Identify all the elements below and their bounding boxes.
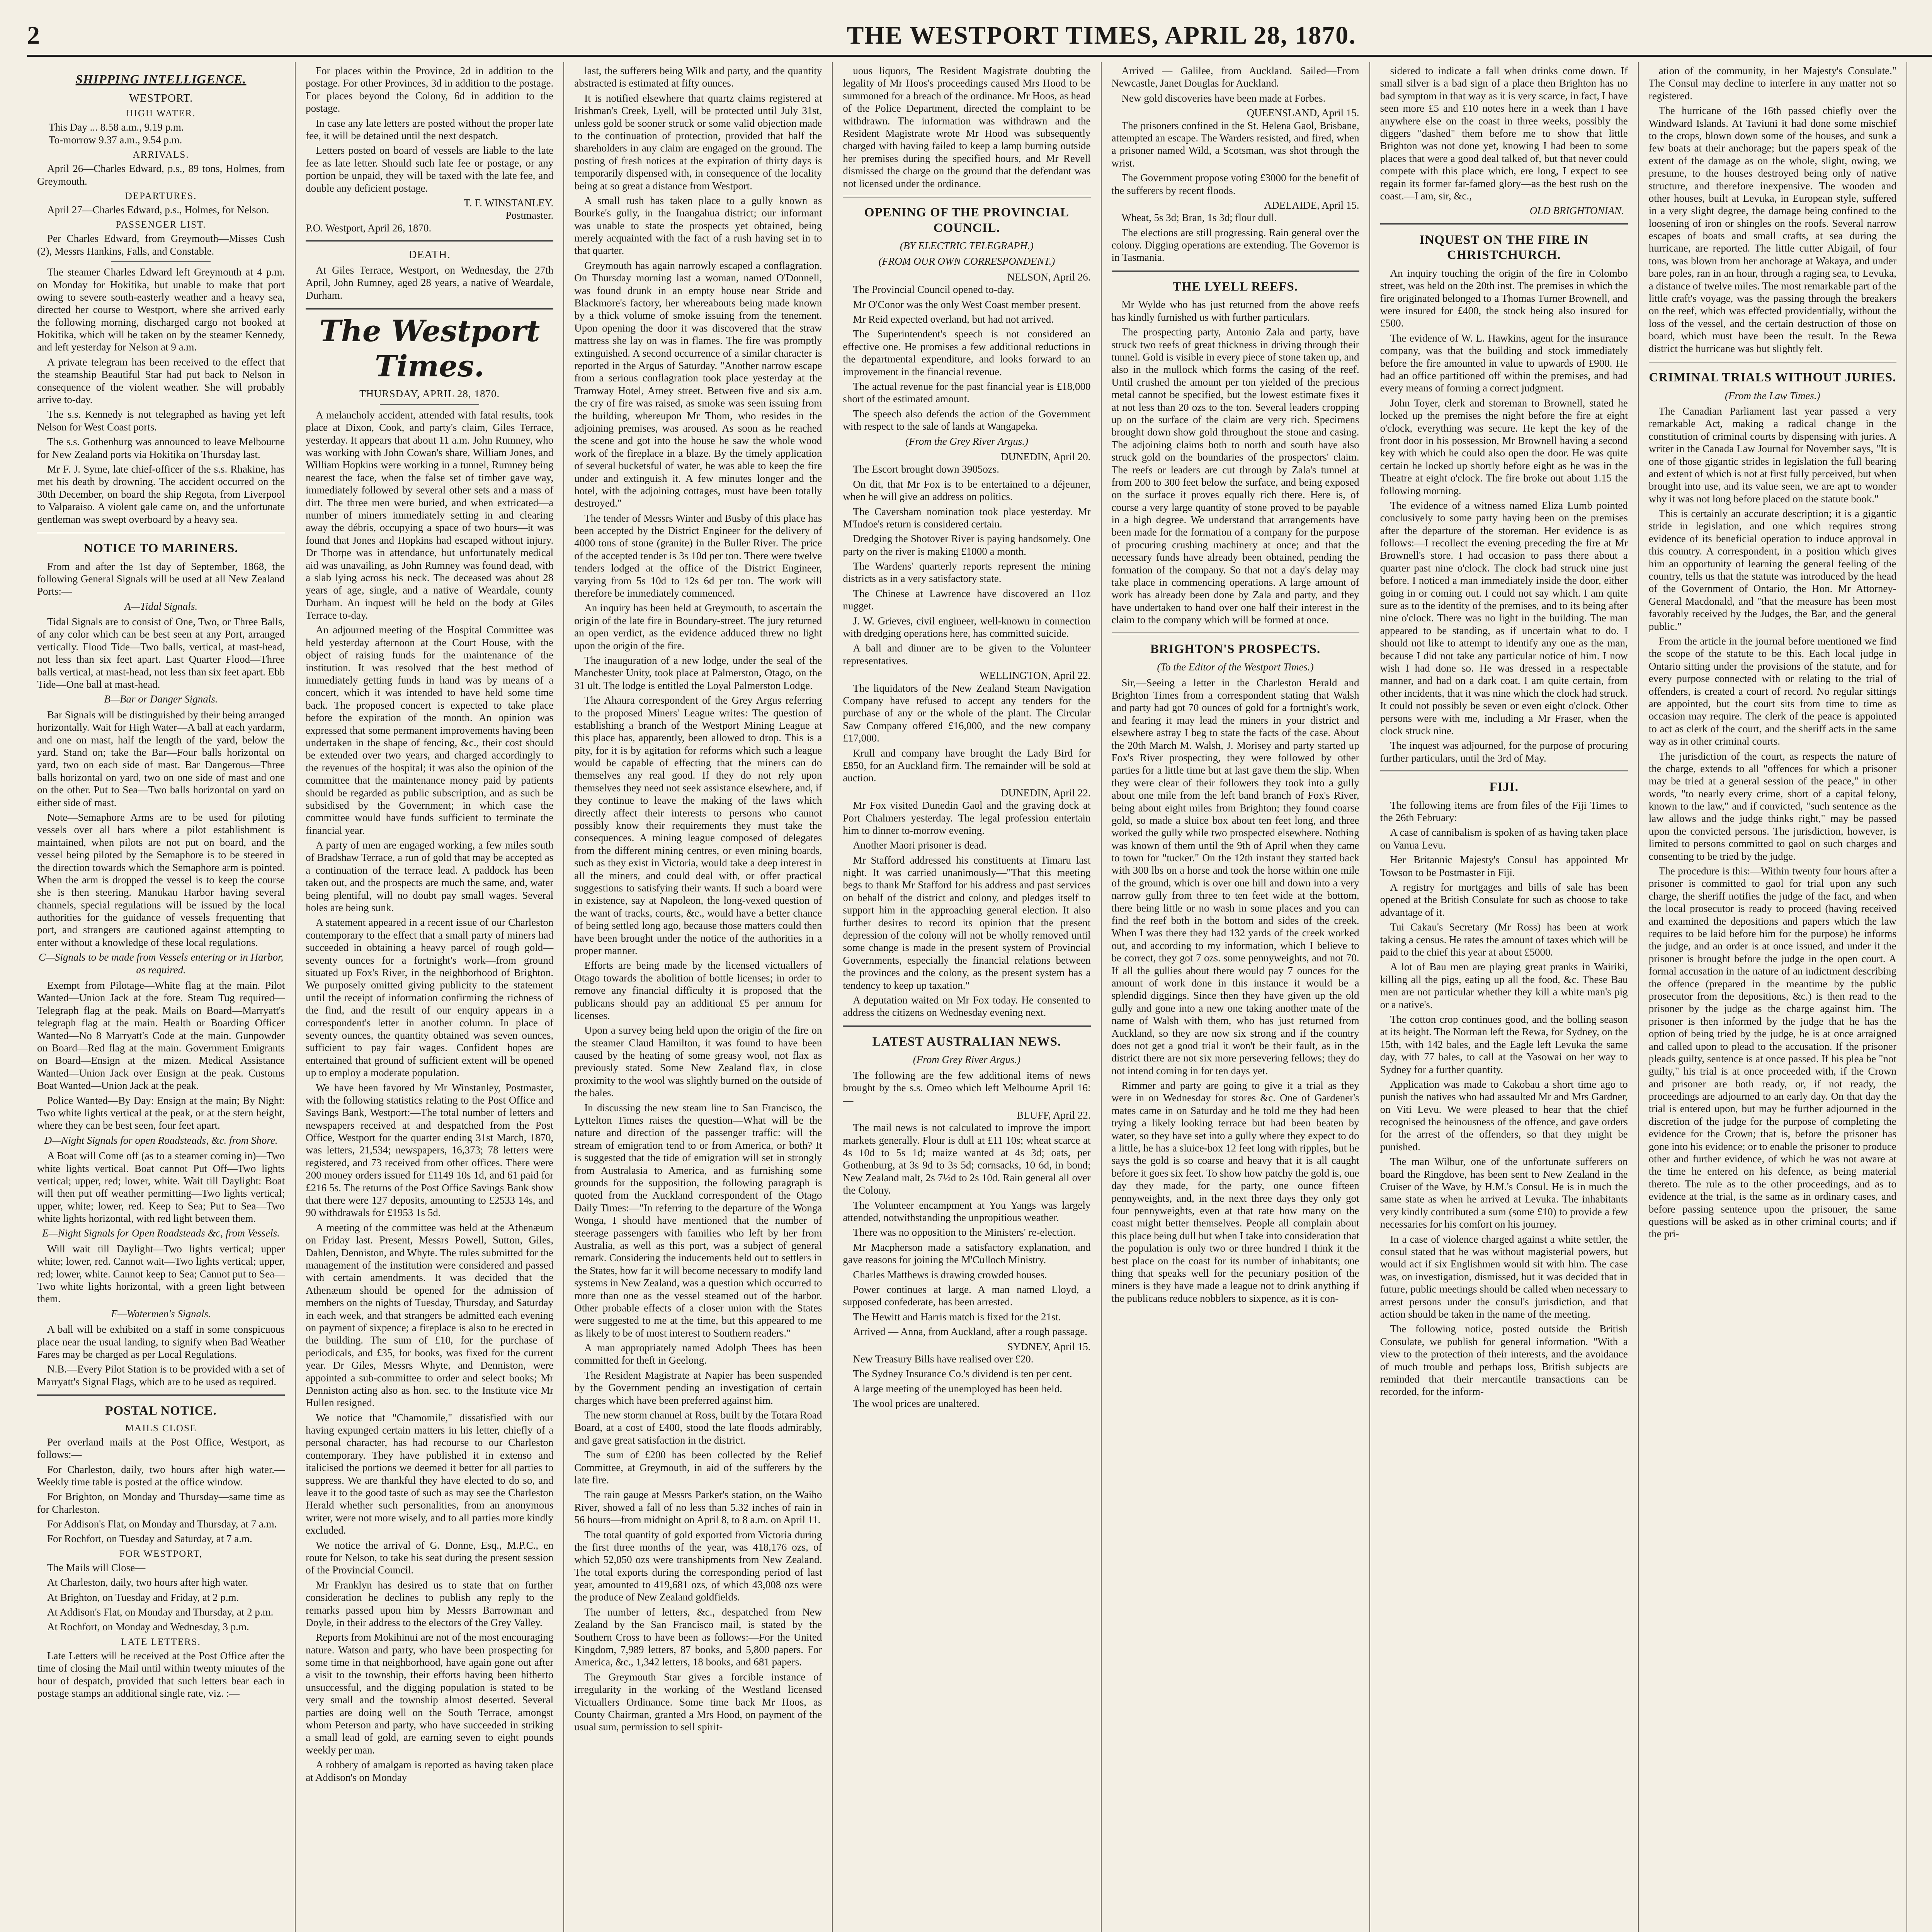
news-paragraph: The elections are still progressing. Rain general over the colony. Digging operations are extending. The Governor is in Tasmania. xyxy=(1111,226,1359,264)
australian-news-heading: LATEST AUSTRALIAN NEWS. xyxy=(872,1034,1061,1049)
vessel-signals-text: Police Wanted—By Day: Ensign at the main; By Night: Two white lights vertical at the peak, or at the stern height, where they can be best seen, four feet apart. xyxy=(37,1094,285,1131)
news-paragraph: An inquiry touching the origin of the fire in Colombo street, was held on the 20th inst. The premises in which the fire originated belonged to a Thomas Turner Brownell, and were insured for £400, the stock being also insured for £500. xyxy=(1380,267,1628,329)
inquest-heading: INQUEST ON THE FIRE IN CHRISTCHURCH. xyxy=(1419,233,1588,262)
vessel-signals-text: Exempt from Pilotage—White flag at the main. Pilot Wanted—Union Jack at the fore. Steam Tug required—Telegraph flag at the peak. Mails on Board—Marryatt's telegraph flag at the main. Health or Boarding Officer Wanted—No 8 Marryatt's Code at the main. Gunpowder on Board—Red flag at the main. Government Emigrants on Board—Ensign at the mizen. Medical Assistance Wanted—Union Jack over Ensign at the peak. Customs Boat Wanted—Union Jack at the peak. xyxy=(37,980,285,1092)
news-paragraph: The Caversham nomination took place yesterday. Mr M'Indoe's return is considered certain. xyxy=(843,505,1091,530)
fiji-heading: FIJI. xyxy=(1489,780,1519,794)
news-paragraph: The following notice, posted outside the British Consulate, we publish for general information. "With a view to the protection of their interests, and the avoidance of much trouble and perhaps loss, British subjects are reminded that their mercantile transactions can be recorded, for the inform- xyxy=(1380,1323,1628,1398)
postal-entry: For Charleston, daily, two hours after high water.—Weekly time table is posted at the office window. xyxy=(37,1463,285,1488)
news-paragraph: From the article in the journal before mentioned we find the scope of the statute to be this. Each local judge in Ontario sitting under the provisions of the statute, and for every purpose connected with or relating to the trial of offenders, is created a court of record. No regular sittings are appointed, but the court sits from time to time as occasion may require. The clerk of the peace is appointed to act as clerk of the court, and the sheriff acts in the same way as in other criminal courts. xyxy=(1648,635,1896,747)
news-paragraph: Tui Cakau's Secretary (Mr Ross) has been at work taking a census. He rates the amount of taxes which will be paid to the chief this year at about £5000. xyxy=(1380,921,1628,958)
watermen-signals-text: A ball will be exhibited on a staff in some conspicuous place near the usual landing, to signify when Bad Weather Fares may be charged as per Local Regulations. xyxy=(37,1323,285,1360)
news-paragraph: A deputation waited on Mr Fox today. He consented to address the citizens on Wednesday evening next. xyxy=(843,994,1091,1019)
shipping-paragraph: The s.s. Kennedy is not telegraphed as having yet left Nelson for West Coast ports. xyxy=(37,408,285,433)
vessel-signals-heading: C—Signals to be made from Vessels entering or in Harbor, as required. xyxy=(38,951,284,976)
news-paragraph: Upon a survey being held upon the origin of the fire on the steamer Claud Hamilton, it was found to have been caused by the heating of some greasy wool, not flax as previously stated. Some New Zealand flax, in close proximity to the wool was slightly burned on the outside of the bales. xyxy=(574,1024,822,1099)
news-paragraph: It is notified elsewhere that quartz claims registered at Irishman's Creek, Lyell, will be protected until July 31st, unless gold be sooner struck or some valid objection made to the continuation of protection, provided that half the shareholders in any claim are engaged on the ground. The posting of fresh notices at the expiration of thirty days is temporarily dispensed with, in consequence of the locality being at so great a distance from Westport. xyxy=(574,92,822,192)
arrival-entry: April 26—Charles Edward, p.s., 89 tons, Holmes, from Greymouth. xyxy=(37,163,285,187)
news-paragraph: Mr Macpherson made a satisfactory explanation, and gave reasons for joining the M'Culloch Ministry. xyxy=(843,1241,1091,1266)
postmaster-name: T. F. WINSTANLEY. xyxy=(464,197,554,209)
dateline: WELLINGTON, April 22. xyxy=(980,670,1091,682)
news-paragraph: A statement appeared in a recent issue of our Charleston contemporary to the effect that a small party of miners had succeeded in obtaining a heavy parcel of rough gold—seventy ounces for a fortnight's work—from ground situated up Fox's River, in the neighborhood of Brighton. We purposely omitted giving publicity to the statement until the receipt of information confirming the richness of the find, and the result of our enquiry appears in a correspondent's letter in another column. In place of seventy ounces, the quantity obtained was seven ounces, sufficient to pay fair wages. Confident hopes are entertained that ground of sufficient extent will be opened up to employ a moderate population. xyxy=(306,917,554,1079)
columns xyxy=(27,62,1932,1932)
column-6 xyxy=(1370,62,1639,1932)
news-paragraph: The evidence of a witness named Eliza Lumb pointed conclusively to some party having been on the premises after the departure of the storeman. Her evidence is as follows:—I recollect the evening preceding the fire at Mr Brownell's store. I had occasion to pass there about a quarter past nine o'clock. The clock had struck nine just before. I noticed a man immediately inside the door, either going in or coming out. I could not say which. I am quite sure as to the identity of the premises, and to its being after nine o'clock. There was no light in the building. The man appeared to be standing, as if uncertain what to do. I should not like to attempt to identify any one as the man, because I did not take any particular notice of him. I now wish I had done so. He was dressed in a respectable manner, and had on a dark coat. I am quite certain, from other incidents, that it was nine which the clock had struck. It could not possibly be seven or even eight o'clock. Other persons were with me, including a Mr Fraser, when the clock struck nine. xyxy=(1380,499,1628,736)
news-paragraph: A party of men are engaged working, a few miles south of Bradshaw Terrace, a run of gold that may be accepted as a continuation of the terrace lead. A paddock has been taken out, and the prospects are much the same, and, water being plentiful, will no doubt pay small wages. Several holes are being sunk. xyxy=(306,839,554,914)
news-paragraph: The prospecting party, Antonio Zala and party, have struck two reefs of great thickness in driving through their tunnel. Gold is visible in every piece of stone taken up, and also in the mullock which forms the casing of the reef. Until crushed the amount per ton yielded of the precious metal cannot be specified, but the lowest estimate fixes it at not less than 20 ozs to the ton. Several leaders cropping up on the surface of the claim are very rich. Specimens brought down show gold throughout the stone and casing. The adjoining claims both to north and south have also struck gold on the boundaries of the prospectors' claim. The reefs or leaders are cut through by Zala's tunnel at from 200 to 300 feet below the surface, and being exposed on the surface it proves equally rich there. Here is, of course a very large quantity of stone proved to be payable in a high degree. We understand that arrangements have been made for the formation of a company for the purpose of procuring crushing machinery at once; and that the necessary funds have already been obtained, pending the formation of the company. So that not a day's delay may take place in commencing operations. A large amount of work has already been done by Zala and party, and they have undertaken to hand over one half their interest in the claim to the company which will be formed at once. xyxy=(1111,326,1359,626)
edition-date: THURSDAY, APRIL 28, 1870. xyxy=(359,388,500,400)
shipping-paragraph: The steamer Charles Edward left Greymouth at 4 p.m. on Monday for Hokitika, but unable to make that port owing to severe south-easterly weather and a heavy sea, directed her course to Westport, where she arrived early the following morning, discharged cargo not booked at Hokitika, which will be taken on by the steamer Kennedy, and left yesterday for Nelson at 9 a.m. xyxy=(37,266,285,353)
postal-date: P.O. Westport, April 26, 1870. xyxy=(306,222,432,234)
dateline: DUNEDIN, April 22. xyxy=(1001,787,1091,799)
news-paragraph: Efforts are being made by the licensed victuallers of Otago towards the abolition of bottle licenses; in order to remove any financial difficulty it is proposed that the publicans should pay an additional £5 per annum for licenses. xyxy=(574,959,822,1021)
news-paragraph: The Ahaura correspondent of the Grey Argus referring to the proposed Miners' League writes: The question of establishing a branch of the Westport Mining League at this place has, apparently, been allowed to drop. This is a pity, for it is by agitation for reforms which such a league would be capable of effecting that the miners can do themselves any real good. If they do not rely upon themselves they need not seek assistance elsewhere, and, if they continue to leave the making of the laws which directly affect their interests to persons who cannot possibly know their requirements they must take the consequences. A mining league composed of delegates from the different mining centres, or even mining boards, such as they exist in Victoria, would take a deep interest in all the miners, and could deal with, or offer practical suggestions to satisfying their wants. If such a board were in existence, say at Napoleon, the long-vexed question of the want of tracks, courts, &c., would have a better chance of being settled long ago, because those matters could then have been brought under the notice of the authorities in a proper manner. xyxy=(574,694,822,956)
correspondent-subheading: (FROM OUR OWN CORRESPONDENT.) xyxy=(878,255,1055,267)
news-paragraph: Power continues at large. A man named Lloyd, a supposed confederate, has been arrested. xyxy=(843,1283,1091,1308)
news-paragraph: Application was made to Cakobau a short time ago to punish the natives who had assaulted Mr and Mrs Gardner, on Viti Levu. We were pleased to hear that the chief recognised the heinousness of the offence, and gave orders for the arrest of the offenders, so that they might be punished. xyxy=(1380,1078,1628,1153)
news-paragraph: Mr Wylde who has just returned from the above reefs has kindly furnished us with further particulars. xyxy=(1111,299,1359,323)
news-paragraph: Arrived — Anna, from Auckland, after a rough passage. xyxy=(853,1326,1087,1338)
masthead xyxy=(27,15,1932,57)
news-paragraph: The Sydney Insurance Co.'s dividend is ten per cent. xyxy=(853,1368,1072,1380)
criminal-trials-heading: CRIMINAL TRIALS WITHOUT JURIES. xyxy=(1649,370,1896,384)
mails-close-heading: MAILS CLOSE xyxy=(125,1423,197,1434)
postal-entry: For Rochfort, on Tuesday and Saturday, at 7 a.m. xyxy=(47,1533,252,1545)
news-paragraph: The Escort brought down 3905ozs. xyxy=(853,463,1000,475)
postal-intro: Per overland mails at the Post Office, Westport, as follows:— xyxy=(37,1436,285,1461)
postal-entry: At Brighton, on Tuesday and Friday, at 2 p.m. xyxy=(47,1591,239,1603)
news-paragraph: A meeting of the committee was held at the Athenæum on Friday last. Present, Messrs Powell, Sutton, Giles, Dahlen, Denniston, and Whyte. The rules submitted for the management of the institution were considered and passed with certain amendments. It was decided that the Athenæum should be opened for the admission of members on the nights of Tuesday, Thursday, and Saturday in each week, and that strangers be admitted each evening on payment of sixpence; a fireplace is also to be erected in the building. The sum of £10, for the purchase of periodicals, and £35, for books, was fixed for the current year. Dr Giles, Messrs Whyte, and Denniston, were appointed a sub-committee to order and select books; Mr Denniston acting also as hon. sec. to the Institute vice Mr Hullen resigned. xyxy=(306,1221,554,1409)
news-paragraph: Greymouth has again narrowly escaped a conflagration. On Thursday morning last a woman, named O'Donnell, was found drunk in an empty house near Stride and Blackmore's factory, her whereabouts being made known by a thick volume of smoke issuing from the tenement. Upon opening the door it was discovered that the straw mattress she lay on was in flames. The fire was promptly extinguished. A second occurrence of a similar character is reported in the Argus of Saturday. "Another narrow escape from a serious conflagration took place yesterday at the Tramway Hotel, Arney street. Between five and six a.m. the cry of fire was raised, as smoke was seen issuing from the building, whereupon Mr Thom, who resides in the adjoining premises, was aroused. As soon as he reached the scene and got into the house he saw the whole wood work of the fireplace in a blaze. By the timely application of several bucketsful of water, he was able to keep the fire under and extinguish it. A few minutes longer and the hotel, with the adjoining cottages, must have been totally destroyed." xyxy=(574,259,822,509)
watermen-signals-note: N.B.—Every Pilot Station is to be provided with a set of Marryatt's Signal Flags, which are to be used as required. xyxy=(37,1363,285,1388)
news-paragraph: Wheat, 5s 3d; Bran, 1s 3d; flour dull. xyxy=(1121,212,1277,224)
news-paragraph: The Hewitt and Harris match is fixed for the 21st. xyxy=(853,1311,1061,1323)
news-paragraph: A case of cannibalism is spoken of as having taken place on Vanua Levu. xyxy=(1380,827,1628,851)
news-paragraph: On dit, that Mr Fox is to be entertained to a déjeuner, when he will give an address on politics. xyxy=(843,478,1091,503)
letter-paragraph: Rimmer and party are going to give it a trial as they were in on Wednesday for stores &c. One of Gardener's mates came in on Saturday and he told me they had been trying a likely looking terrace but had been beaten by water, so they have set into a gully where they expect to do a little, he has a sluice-box 12 feet long with ripples, but he says the gold is so coarse and heavy that it is all caught before it goes six feet. To show how patchy the gold is, one day they made, for the party, one ounce fifteen pennyweights, and, in the next three days they only got four pennyweights, even at that rate how many on the coast might better themselves. People all complain about this place being dull but when I take into consideration that the population is only two or three hundred I think it the best place on the coast for its number of inhabitants; one thing that speaks well for the pecuniary position of the miners is they have made a league not to drink anything if the publicans reduce nobblers to sixpence, as it is con- xyxy=(1111,1080,1359,1304)
news-paragraph: A registry for mortgages and bills of sale has been opened at the British Consulate for such as choose to take advantage of it. xyxy=(1380,881,1628,918)
dateline: BLUFF, April 22. xyxy=(1017,1109,1091,1121)
letter-paragraph: Sir,—Seeing a letter in the Charleston Herald and Brighton Times from a correspondent stating that Walsh and party had got 70 ounces of gold for a fortnight's work, and fearing it may lead the miners in your district and elsewhere astray I beg to state the facts of the case. About the 20th March M. Walsh, J. Morisey and party started up Fox's River prospecting, they were followed by other parties for a little time but at last gave them the slip. When they were clear of their followers they took into a gully about one mile from the left band branch of Fox's River, being about eight miles from Brighton; they found coarse gold, so made a sluice box about ten feet long, and three worked the gully while two prospected elsewhere. Nothing was known of them until the 9th of April when they came to town for "tucker." On the 12th instant they started back with 300 lbs on a horse and took the horse within one mile of the ground, which is over one hill and down into a very narrow gully from three to ten feet wide at the bottom, there being little or no wash in some places and you can find the reef both in the bottom and sides of the creek. When I was there they had 132 yards of the creek worked out, and according to my information, which I believe to be correct, they got 7 ozs. some pennyweights, and not 70. If all the gullies about there would pay 7 ounces for the amount of work done in this instance it would be a splendid diggings. Since then they have given up the old gully and gone into a new one taking another mate of the name of Walsh with them, who has just returned from Auckland, so they are now six strong and if the country does not get a good trial it won't be their fault, as in the district there are not six more persevering fellows; they do not intend coming in for ten days yet. xyxy=(1111,677,1359,1077)
news-paragraph: A small rush has taken place to a gully known as Bourke's gully, in the Inangahua district; our informant was unable to state the prospects yet obtained, being merely acquainted with the fact of a rush having set in to that quarter. xyxy=(574,194,822,257)
bar-signals-heading: B—Bar or Danger Signals. xyxy=(104,693,218,705)
news-paragraph: last, the sufferers being Wilk and party, and the quantity abstracted is estimated at fifty ounces. xyxy=(574,65,822,89)
departure-entry: April 27—Charles Edward, p.s., Holmes, for Nelson. xyxy=(47,204,269,216)
news-paragraph: The mail news is not calculated to improve the import markets generally. Flour is dull at £11 10s; wheat scarce at 4s 10d to 5s 1d; maize wanted at 4s 3d; oats, per Gothenburg, at 3s 9d to 3s 5d; cornsacks, 10 6d, in bond; New Zealand malt, 2s 7½d to 2s 10d. Rain general all over the Colony. xyxy=(843,1122,1091,1196)
news-paragraph: The man Wilbur, one of the unfortunate sufferers on board the Ringdove, has been sent to New Zealand in the Cruiser of the Wave, by H.M.'s Consul. He is in much the same state as when he arrived at Levuka. The inhabitants very kindly contributed a sum (some £10) to provide a few necessaries for his comfort on his journey. xyxy=(1380,1156,1628,1230)
passenger-list-heading: PASSENGER LIST. xyxy=(116,219,206,230)
letter-subheading: (To the Editor of the Westport Times.) xyxy=(1157,661,1314,673)
news-paragraph: Dredging the Shotover River is paying handsomely. One party on the river is making £1000 a month. xyxy=(843,533,1091,557)
news-paragraph: We notice that "Chamomile," dissatisfied with our having expunged certain matters in his letter, chiefly of a personal character, has had recourse to our Charleston contemporary. They have published it in extenso and italicised the portions we deemed it better for all parties to suppress. We are thankful they have elected to do so, and leave it to the good taste of such as may see the Charleston Herald whether such personalities, from an anonymous writer, were not more wisely, and to all parties more kindly excluded. xyxy=(306,1412,554,1536)
late-letters-heading: LATE LETTERS. xyxy=(121,1636,201,1647)
news-paragraph: The prisoners confined in the St. Helena Gaol, Brisbane, attempted an escape. The Warders resisted, and fired, when a prisoner named Wild, a Scotsman, was shot through the wrist. xyxy=(1111,119,1359,169)
news-paragraph: uous liquors, The Resident Magistrate doubting the legality of Mr Hoos's proceedings caused Mrs Hood to be summoned for a breach of the ordinance. Mr Hoos, as head of the Police Department, directed the complaint to be withdrawn. The information was withdrawn and the Resident Magistrate wrote Mr Hood was subsequently charged with having failed to keep a lamp burning outside her premises during the specified hours, and Mr Revell dismissed the charge on the ground that the defendant was not licensed under the ordinance. xyxy=(843,65,1091,189)
postal-entry: At Rochfort, on Monday and Wednesday, 3 p.m. xyxy=(47,1621,249,1633)
news-paragraph: The total quantity of gold exported from Victoria during the first three months of the year, was 418,176 ozs, of which 52,050 ozs were transhipments from New Zealand. The total exports during the corresponding period of last year, amounted to 419,681 ozs, of which 43,008 ozs were the produce of New Zealand goldfields. xyxy=(574,1529,822,1603)
news-paragraph: The cotton crop continues good, and the bolling season at its height. The Norman left the Rewa, for Sydney, on the 15th, with 142 bales, and the Eagle left Levuka the same day, with 77 bales, to call at the Yasowai on her way to Sydney for a further quantity. xyxy=(1380,1013,1628,1075)
postal-entry: For Addison's Flat, on Monday and Thursday, at 7 a.m. xyxy=(47,1518,277,1530)
letter-paragraph: sidered to indicate a fall when drinks come down. If small silver is a bad sign of a place then Brighton has no bad symptom in that way as it is very scarce, in fact, I have seen more £5 and £10 notes here in a week than I have anywhere else on the coast in three weeks, possibly the diggers "dashed" them before me to show that little Brighton was not done yet, knowing I had been to some places that were a good deal talked of, but that never could compete with this place which, ere long, I expect to see regain its former far-famed glory—as the best rush on the coast.—I am, sir, &c., xyxy=(1380,65,1628,202)
news-paragraph: The speech also defends the action of the Government with respect to the sale of lands at Wangapeka. xyxy=(843,408,1091,432)
letter-signoff: OLD BRIGHTONIAN. xyxy=(1529,205,1624,217)
mariners-heading: NOTICE TO MARINERS. xyxy=(83,541,238,555)
late-letters-text: Late Letters will be received at the Post Office after the time of closing the Mail until within twenty minutes of the hour of despatch, provided that such letters bear each in postage stamps an additional single rate, viz. :— xyxy=(37,1650,285,1699)
news-paragraph: The number of letters, &c., despatched from New Zealand by the San Francisco mail, is stated by the Southern Cross to have been as follows:—For the United Kingdom, 7,989 letters, 87 books, and 5,800 papers. For America, &c., 1,342 letters, 18 books, and 681 papers. xyxy=(574,1606,822,1668)
news-paragraph: The Superintendent's speech is not considered an effective one. He promises a few additional reductions in the departmental expenditure, and looks forward to an improvement in the financial revenue. xyxy=(843,328,1091,378)
tidal-signals-heading: A—Tidal Signals. xyxy=(124,600,198,612)
news-paragraph: A large meeting of the unemployed has been held. xyxy=(853,1383,1062,1395)
source-subheading: (From the Law Times.) xyxy=(1725,389,1820,401)
news-paragraph: An adjourned meeting of the Hospital Committee was held yesterday afternoon at the Court House, with the object of raising funds for the maintenance of the institution. It was resolved that the best method of immediately getting funds in hand was by means of a concert, which it was intended to have held some time back. The proposed concert is expected to take place before the expiration of the month. An opinion was expressed that some permanent improvements having been undertaken in the shape of fencing, &c., their cost should be extended over two years, and charged accordingly to the revenues of the hospital; it was also the opinion of the committee that the maintenance money paid by patients should be regarded as public subscription, and as such be subsidised by the Government; in which case the committee would have funds sufficient to terminate the financial year. xyxy=(306,624,554,836)
passenger-entry: Per Charles Edward, from Greymouth—Misses Cush (2), Messrs Hankins, Falls, and Constable. xyxy=(37,233,285,257)
news-paragraph: The sum of £200 has been collected by the Relief Committee, at Greymouth, in aid of the sufferers by the late fire. xyxy=(574,1449,822,1486)
source-subheading: (From Grey River Argus.) xyxy=(913,1054,1021,1066)
column-7 xyxy=(1639,62,1907,1932)
column-3 xyxy=(564,62,833,1932)
news-paragraph: We have been favored by Mr Winstanley, Postmaster, with the following statistics relating to the Post Office and Savings Bank, Westport:—The total number of letters and newspapers received at and despatched from the Post Office, Westport for the quarter ending 31st March, 1870, was letters, 21,534; newspapers, 16,373; 78 letters were registered, and 73 received from other offices. There were 200 money orders issued for £1149 10s 1d, and 61 paid for £216 5s. The returns of the Post Office Savings Bank show that there were 127 deposits, amounting to £2533 14s, and 90 withdrawals for £1953 1s 5d. xyxy=(306,1082,554,1219)
news-paragraph: The rain gauge at Messrs Parker's station, on the Waiho River, showed a fall of no less than 5.32 inches of rain in 56 hours—from midnight on April 8, to 8 a.m. on April 11. xyxy=(574,1489,822,1526)
newspaper-nameplate: The Westport Times. xyxy=(306,308,553,384)
news-paragraph: The Chinese at Lawrence have discovered an 11oz nugget. xyxy=(843,587,1091,612)
news-paragraph: The wool prices are unaltered. xyxy=(853,1398,980,1410)
news-paragraph: The Volunteer encampment at You Yangs was largely attended, notwithstanding the unpropitious weather. xyxy=(843,1199,1091,1224)
postal-notice-heading: POSTAL NOTICE. xyxy=(105,1404,217,1418)
news-paragraph: The Government propose voting £3000 for the benefit of the sufferers by recent floods. xyxy=(1111,172,1359,196)
news-paragraph: Mr Reid expected overland, but had not arrived. xyxy=(853,313,1054,325)
shipping-paragraph: Mr F. J. Syme, late chief-officer of the s.s. Rhakine, has met his death by drowning. The accident occurred on the 30th December, on board the ship Regota, from Liverpool to Valparaiso. A violent gale came on, and the unfortunate gentleman was swept overboard by a heavy sea. xyxy=(37,463,285,525)
column-2 xyxy=(296,62,564,1932)
news-paragraph: ation of the community, in her Majesty's Consulate." The Consul may decline to interfere in any matter not so registered. xyxy=(1648,65,1896,102)
bar-signals-note: Note—Semaphore Arms are to be used for piloting vessels over all bars where a pilot establishment is maintained, when pilots are not put on board, and the vessel being piloted by the Semaphore is to be steered in the direction towards which the Semaphore arm is pointed. When the arm is dropped the vessel is to keep the course she is then steering. Manukau Harbor having several channels, special regulations will be issued by the local authorities for the guidance of vessels frequenting that port, and strangers are cautioned against attempting to enter without a knowledge of these local regulations. xyxy=(37,811,285,948)
news-paragraph: A lot of Bau men are playing great pranks in Wairiki, killing all the pigs, eating up all the food, &c. These Bau men are not particular whether they kill a white man's pig or a native's. xyxy=(1380,961,1628,1010)
watermen-signals-heading: F—Watermen's Signals. xyxy=(111,1308,211,1320)
news-paragraph: This is certainly an accurate description; it is a gigantic stride in legislation, and one which requires strong evidence of its beneficial operation to induce approval in this country. A correspondent, in a position which gives him an opportunity of learning the general feeling of the country, tells us that the statute was introduced by the head of the Government of Ontario, the Hon. Mr Attorney-General Macdonald, and "that the measure has been most favorably received by the Judges, the Bar, and the general public." xyxy=(1648,508,1896,632)
news-paragraph: The tender of Messrs Winter and Busby of this place has been accepted by the District Engineer for the delivery of 4000 tons of stone (granite) in the Buller River. The price of the accepted tender is 3s 10d per ton. There were twelve tenders lodged at the office of the District Engineer, varying from 5s 10d to 12s 6d per ton. The work will therefore be immediately commenced. xyxy=(574,512,822,599)
news-paragraph: The Wardens' quarterly reports represent the mining districts as in a very satisfactory state. xyxy=(843,560,1091,585)
brighton-prospects-heading: BRIGHTON'S PROSPECTS. xyxy=(1150,642,1321,656)
news-paragraph: We notice the arrival of G. Donne, Esq., M.P.C., en route for Nelson, to take his seat during the present session of the Provincial Council. xyxy=(306,1539,554,1576)
port-heading: WESTPORT. xyxy=(129,92,193,104)
news-paragraph: The following items are from files of the Fiji Times to the 26th February: xyxy=(1380,799,1628,824)
vessel-night-signals-text: Will wait till Daylight—Two lights vertical; upper white; lower, red. Cannot wait—Two lights vertical; upper, red; lower, white. Cannot keep to Sea; Cannot put to Sea—Two white lights horizontal, with a green light between them. xyxy=(37,1243,285,1305)
news-paragraph: Mr Franklyn has desired us to state that on further consideration he declines to publish any reply to the remarks passed upon him by Messrs Barrowman and Doyle, in their address to the electors of the Grey Valley. xyxy=(306,1579,554,1628)
news-paragraph: The new storm channel at Ross, built by the Totara Road Board, at a cost of £400, stood the late floods admirably, and gave great satisfaction in the district. xyxy=(574,1409,822,1446)
news-paragraph: Arrived — Galilee, from Auckland. Sailed—From Newcastle, Janet Douglas for Auckland. xyxy=(1111,65,1359,89)
news-paragraph: The jurisdiction of the court, as respects the nature of the charge, extends to all "offences for which a prisoner may be tried at a general session of the peace," in other words, "to nearly every crime, short of a capital felony, known to the law," and if convicted, "such sentence as the law allows and the judge thinks right," may be passed upon the convicted persons. The jurisdiction, however, is limited to persons committed to gaol on such charges and consenting to be tried by the judge. xyxy=(1648,750,1896,862)
news-paragraph: The Provincial Council opened to-day. xyxy=(853,284,1014,296)
high-water-heading: HIGH WATER. xyxy=(126,108,196,119)
postal-entry: At Addison's Flat, on Monday and Thursday, at 2 p.m. xyxy=(47,1606,274,1618)
source-subheading: (From the Grey River Argus.) xyxy=(905,435,1029,447)
postal-intro: The Mails will Close— xyxy=(47,1561,146,1573)
shore-night-signals-heading: D—Night Signals for open Roadsteads, &c. from Shore. xyxy=(44,1134,278,1146)
news-paragraph: Mr Fox visited Dunedin Gaol and the graving dock at Port Chalmers yesterday. The legal profession entertain him to dinner to-morrow evening. xyxy=(843,799,1091,836)
news-paragraph: A melancholy accident, attended with fatal results, took place at Dixon, Cook, and party's claim, Giles Terrace, yesterday. It appears that about 11 a.m. John Rumney, who was working with John Cowan's share, William Jones, and William Hopkins were working in a tunnel, Rumney being nearest the face, when the false set of timber gave way, immediately followed by several other sets and a mass of dirt. The three men were buried, and when extricated—a number of miners immediately setting in and clearing away the débris, occupying a space of two hours—it was found that Jones and Hopkins had escaped without injury. Dr Thorpe was in attendance, but unfortunately medical aid was unavailing, as John Rumney was found dead, with a slab lying across his neck. The deceased was about 28 years of age, single, and a native of Weardale, county Durham. An inquest will be held on the body at Giles Terrace to-day. xyxy=(306,409,554,621)
postal-continued: In case any late letters are posted without the proper late fee, it will be detained until the next despatch. xyxy=(306,117,554,141)
shipping-paragraph: The s.s. Gothenburg was announced to leave Melbourne for New Zealand ports via Hokitika on Thursday last. xyxy=(37,436,285,460)
news-paragraph: J. W. Grieves, civil engineer, well-known in connection with dredging operations here, has committed suicide. xyxy=(843,615,1091,639)
postal-entry: At Charleston, daily, two hours after high water. xyxy=(47,1577,248,1588)
dateline: NELSON, April 26. xyxy=(1007,271,1091,283)
news-paragraph: The following are the few additional items of news brought by the s.s. Omeo which left Melbourne April 16:— xyxy=(843,1069,1091,1106)
dateline: ADELAIDE, April 15. xyxy=(1264,199,1359,211)
news-paragraph: The evidence of W. L. Hawkins, agent for the insurance company, was that the building and stock immediately before the fire amounted in value to upwards of £900. He had an office partitioned off within the premises, and had every means of forming a correct judgment. xyxy=(1380,332,1628,394)
dateline: QUEENSLAND, April 15. xyxy=(1247,107,1359,119)
for-westport-heading: FOR WESTPORT, xyxy=(119,1548,203,1559)
high-water-line: To-morrow 9.37 a.m., 9.54 p.m. xyxy=(49,134,182,146)
vessel-night-signals-heading: E—Night Signals for Open Roadsteads &c, from Vessels. xyxy=(42,1227,280,1239)
shipping-heading: SHIPPING INTELLIGENCE. xyxy=(75,73,247,87)
tidal-signals-text: Tidal Signals are to consist of One, Two, or Three Balls, of any color which can be best seen at any Port, arranged vertically. Flood Tide—Two balls, vertical, at mast-head, not less than six feet apart. Last Quarter Flood—Three balls vertical, at mast-head, not less than six feet apart. Ebb Tide—One ball at mast-head. xyxy=(37,616,285,690)
death-heading: DEATH. xyxy=(408,248,451,261)
news-paragraph: Reports from Mokihinui are not of the most encouraging nature. Watson and party, who have been prospecting for some time in that neighborhood, have again gone out after a visit to the township, their efforts having been hitherto unsuccessful, and the digging population is stated to be very small and the township almost deserted. Several parties are doing well on the South Terrace, amongst whom Peterson and party, who have succeeded in striking a small lead of gold, are earning seven to eight pounds weekly per man. xyxy=(306,1631,554,1756)
news-paragraph: The inauguration of a new lodge, under the seal of the Manchester Unity, took place at Palmerston, Otago, on the 31 ult. The lodge is entitled the Loyal Palmerston Lodge. xyxy=(574,654,822,691)
news-paragraph: The actual revenue for the past financial year is £18,000 short of the estimated amount. xyxy=(843,381,1091,405)
news-paragraph: Mr Stafford addressed his constituents at Timaru last night. It was carried unanimously—"That this meeting begs to thank Mr Stafford for his address and past services on behalf of the district and colony, and pledges itself to support him in the approaching general election. It also further desires to record its opinion that the present depression of the colony will not be wholly removed until some change is made in the present system of Provincial Governments, especially the financial relations between the provinces and the colony, as the present system has a tendency to keep up taxation." xyxy=(843,854,1091,991)
shipping-paragraph: A private telegram has been received to the effect that the steamship Beautiful Star had put back to Nelson in consequence of the violent weather. She will probably arrive to-day. xyxy=(37,356,285,406)
dateline: DUNEDIN, April 20. xyxy=(1001,451,1091,463)
column-4 xyxy=(833,62,1101,1932)
news-paragraph: Another Maori prisoner is dead. xyxy=(853,839,987,851)
news-paragraph: A robbery of amalgam is reported as having taken place at Addison's on Monday xyxy=(306,1759,554,1783)
news-paragraph: New gold discoveries have been made at Forbes. xyxy=(1121,92,1326,104)
high-water-line: This Day ... 8.58 a.m., 9.19 p.m. xyxy=(49,121,184,133)
column-8 xyxy=(1907,62,1932,1932)
news-paragraph: A ball and dinner are to be given to the Volunteer representatives. xyxy=(843,642,1091,667)
postal-continued: Letters posted on board of vessels are liable to the late fee as late letter. Should such late fee or postage, or any portion be unpaid, they will be taxed with the late fee, and double any deficient postage. xyxy=(306,145,554,194)
news-paragraph: The inquest was adjourned, for the purpose of procuring further particulars, until the 3rd of May. xyxy=(1380,740,1628,764)
news-paragraph: The hurricane of the 16th passed chiefly over the Windward Islands. At Taviuni it had done some mischief to the crops, blown down some of the houses, and sunk a few boats at their anchorage; but the papers speak of the extent of the damage as on the whole, slight, owing, we presume, to the houses destroyed being only of native structure, and therefore inexpensive. The wooden and other houses, built at Levuka, in European style, suffered in a very slight degree, the damage being confined to the loosening of iron or shingles on the roofs. Several narrow escapes of boats and small crafts, at sea during the hurricane, are reported. The little cutter Abigail, of four tons, was blown from her anchorage at Wakaya, and under bare poles, ran in an hour, through a raging sea, to Levuka, a distance of twelve miles. The most remarkable part of the little craft's voyage, was the passing through the breakers on the reef, which was effected providentially, without the loss of the vessel, and the certain destruction of those on board, which must have been the result. In the Rewa district the hurricane was but slightly felt. xyxy=(1648,105,1896,354)
bar-signals-text: Bar Signals will be distinguished by their being arranged horizontally. Wait for High Water—A ball at each yardarm, and one on mast, half the length of the yard, below the yard. Stand on; take the Bar—Four balls horizontal on yard, two on each side of mast. Bar Dangerous—Three balls horizontal on yard, two on one side of mast and one on the other. Put to Sea—Two balls horizontal on yard on either side of mast. xyxy=(37,709,285,808)
column-1 xyxy=(27,62,296,1932)
news-paragraph: In a case of violence charged against a white settler, the consul stated that he was without magisterial powers, but would act if six Englishmen would sit with him. The case was, on investigation, dismissed, but it was decided that in future, public meetings should be called when necessary to arrest persons under the consul's jurisdiction, and that action should be taken in the name of the meeting. xyxy=(1380,1233,1628,1320)
lyell-reefs-heading: THE LYELL REEFS. xyxy=(1173,279,1298,294)
running-title: THE WESTPORT TIMES, APRIL 28, 1870. xyxy=(847,21,1356,49)
death-notice: At Giles Terrace, Westport, on Wednesday, the 27th April, John Rumney, aged 28 years, a native of Weardale, Durham. xyxy=(306,264,554,301)
arrivals-heading: ARRIVALS. xyxy=(133,150,189,160)
news-paragraph: Mr O'Conor was the only West Coast member present. xyxy=(853,298,1081,310)
telegraph-subheading: (BY ELECTRIC TELEGRAPH.) xyxy=(900,240,1034,252)
news-paragraph: The Resident Magistrate at Napier has been suspended by the Government pending an investigation of certain charges which have been preferred against him. xyxy=(574,1369,822,1406)
news-paragraph: John Toyer, clerk and storeman to Brownell, stated he locked up the premises the night before the fire at eight o'clock, everything was secure. He kept the key of the front door in his possession, Mr Brownell having a second key with which he could also open the door. He was quite certain he locked up shortly before eight as he was in the Theatre at eight o'clock. The fire broke out about 1.15 the following morning. xyxy=(1380,397,1628,497)
column-5 xyxy=(1102,62,1370,1932)
news-paragraph: There was no opposition to the Ministers' re-election. xyxy=(853,1226,1076,1238)
news-paragraph: Her Britannic Majesty's Consul has appointed Mr Towson to be Postmaster in Fiji. xyxy=(1380,854,1628,878)
departures-heading: DEPARTURES. xyxy=(125,190,197,201)
mariners-intro: From and after the 1st day of September, 1868, the following General Signals will be used at all New Zealand Ports:— xyxy=(37,560,285,597)
news-paragraph: Charles Matthews is drawing crowded houses. xyxy=(853,1269,1047,1281)
news-paragraph: The Greymouth Star gives a forcible instance of irregularity in the working of the Westland licensed Victuallers Ordinance. Some time back Mr Hoos, as County Chairman, granted a Mrs Hood, on payment of the usual sum, permission to sell spirit- xyxy=(574,1671,822,1733)
news-paragraph: New Treasury Bills have realised over £20. xyxy=(853,1353,1034,1365)
postal-continued: For places within the Province, 2d in addition to the postage. For other Provinces, 3d in addition to the postage. For places beyond the Colony, 6d in addition to the postage. xyxy=(306,65,554,114)
news-paragraph: The procedure is this:—Within twenty four hours after a prisoner is committed to gaol for trial upon any such charge, the sheriff notifies the judge of the fact, and when the local prosecutor is ready to proceed (having received and examined the depositions and papers which the law requires to be laid before him for the purpose) he informs the judge, and an order is at once issued, and under it the prisoner is brought before the judge in the open court. A formal accusation in the nature of an indictment describing the offence (prepared in the meantime by the public prosecutor from the depositions, &c.) is then read to the prisoner by the judge as the charge against him. The prisoner is then informed by the judge that he has the option of being tried by the judge, he is at once arraigned and called upon to plead to the accusation. If the prisoner pleads guilty, sentence is at once passed. If his plea be "not guilty," his trial is at once proceeded with, if the Crown and prisoner are both ready, or, if not ready, the proceedings are adjourned to an early day. On that day the trial is entered upon, but may be further adjourned in the discretion of the judge for the purpose of completing the evidence for the Crown; that is, before the prisoner has gone into his evidence; or to enable the prisoner to produce other and further evidence, of which he was not aware at the time he entered on his defence, as being material thereto. The rule as to the other proceedings, and as to evidence at the trial, is the same as in ordinary cases, and before passing sentence upon the prisoner, the same questions will be asked as in other criminal courts; and if the pri- xyxy=(1648,865,1896,1240)
news-paragraph: The liquidators of the New Zealand Steam Navigation Company have refused to accept any tenders for the purchase of any or the whole of the plant. The Circular Saw Company offered £16,000, and the new company £17,000. xyxy=(843,682,1091,744)
postal-entry: For Brighton, on Monday and Thursday—same time as for Charleston. xyxy=(37,1491,285,1515)
news-paragraph: An inquiry has been held at Greymouth, to ascertain the origin of the late fire in Boundary-street. The jury returned an open verdict, as the evidence adduced threw no light upon the origin of the fire. xyxy=(574,602,822,651)
news-paragraph: Krull and company have brought the Lady Bird for £850, for an Auckland firm. The remainder will be sold at auction. xyxy=(843,747,1091,784)
dateline: SYDNEY, April 15. xyxy=(1007,1340,1091,1352)
news-paragraph: A man appropriately named Adolph Thees has been committed for theft in Geelong. xyxy=(574,1342,822,1366)
page-number: 2 xyxy=(27,21,40,49)
news-paragraph: In discussing the new steam line to San Francisco, the Lyttelton Times raises the question—What will be the nature and direction of the passenger traffic: will the stream of emigration tend to or from America, or both? It is suggested that the tide of emigration will set in strongly from Australasia to America, and as furnishing some grounds for the supposition, the following paragraph is quoted from the Auckland correspondent of the Otago Daily Times:—"In referring to the departure of the Wonga Wonga, I should have mentioned that the number of steerage passengers with families who left by her from Australia, as well as this port, was a subject of general remark. Considering the inducements held out to settlers in the States, how far it will become necessary to modify land systems in New Zealand, was a question which occurred to more than one as the vessel steamed out of the harbor. Other probable effects of a closer union with the States were suggested to me at the time, but this appeared to me as likely to be of most interest to Southern readers." xyxy=(574,1102,822,1339)
news-paragraph: The Canadian Parliament last year passed a very remarkable Act, making a radical change in the constitution of criminal courts by dispensing with juries. A writer in the Canada Law Journal for November says, "It is one of those gigantic strides in legislation the full bearing and extent of which is not at first fully perceived, but when brought into use, and its value seen, we are apt to wonder why it was not long before placed on the statute book." xyxy=(1648,405,1896,505)
council-heading: OPENING OF THE PROVINCIAL COUNCIL. xyxy=(864,205,1069,235)
postmaster-title: Postmaster. xyxy=(505,209,554,221)
shore-night-signals-text: A Boat will Come off (as to a steamer coming in)—Two white lights vertical. Boat cannot Put Off—Two lights vertical; upper, red; lower, white. Wait till Daylight: Boat will then put off weather permitting—Two lights vertical; upper, white; lower, red. Keep to Sea; Put to Sea—Two white lights horizontal, with red light between them. xyxy=(37,1150,285,1225)
